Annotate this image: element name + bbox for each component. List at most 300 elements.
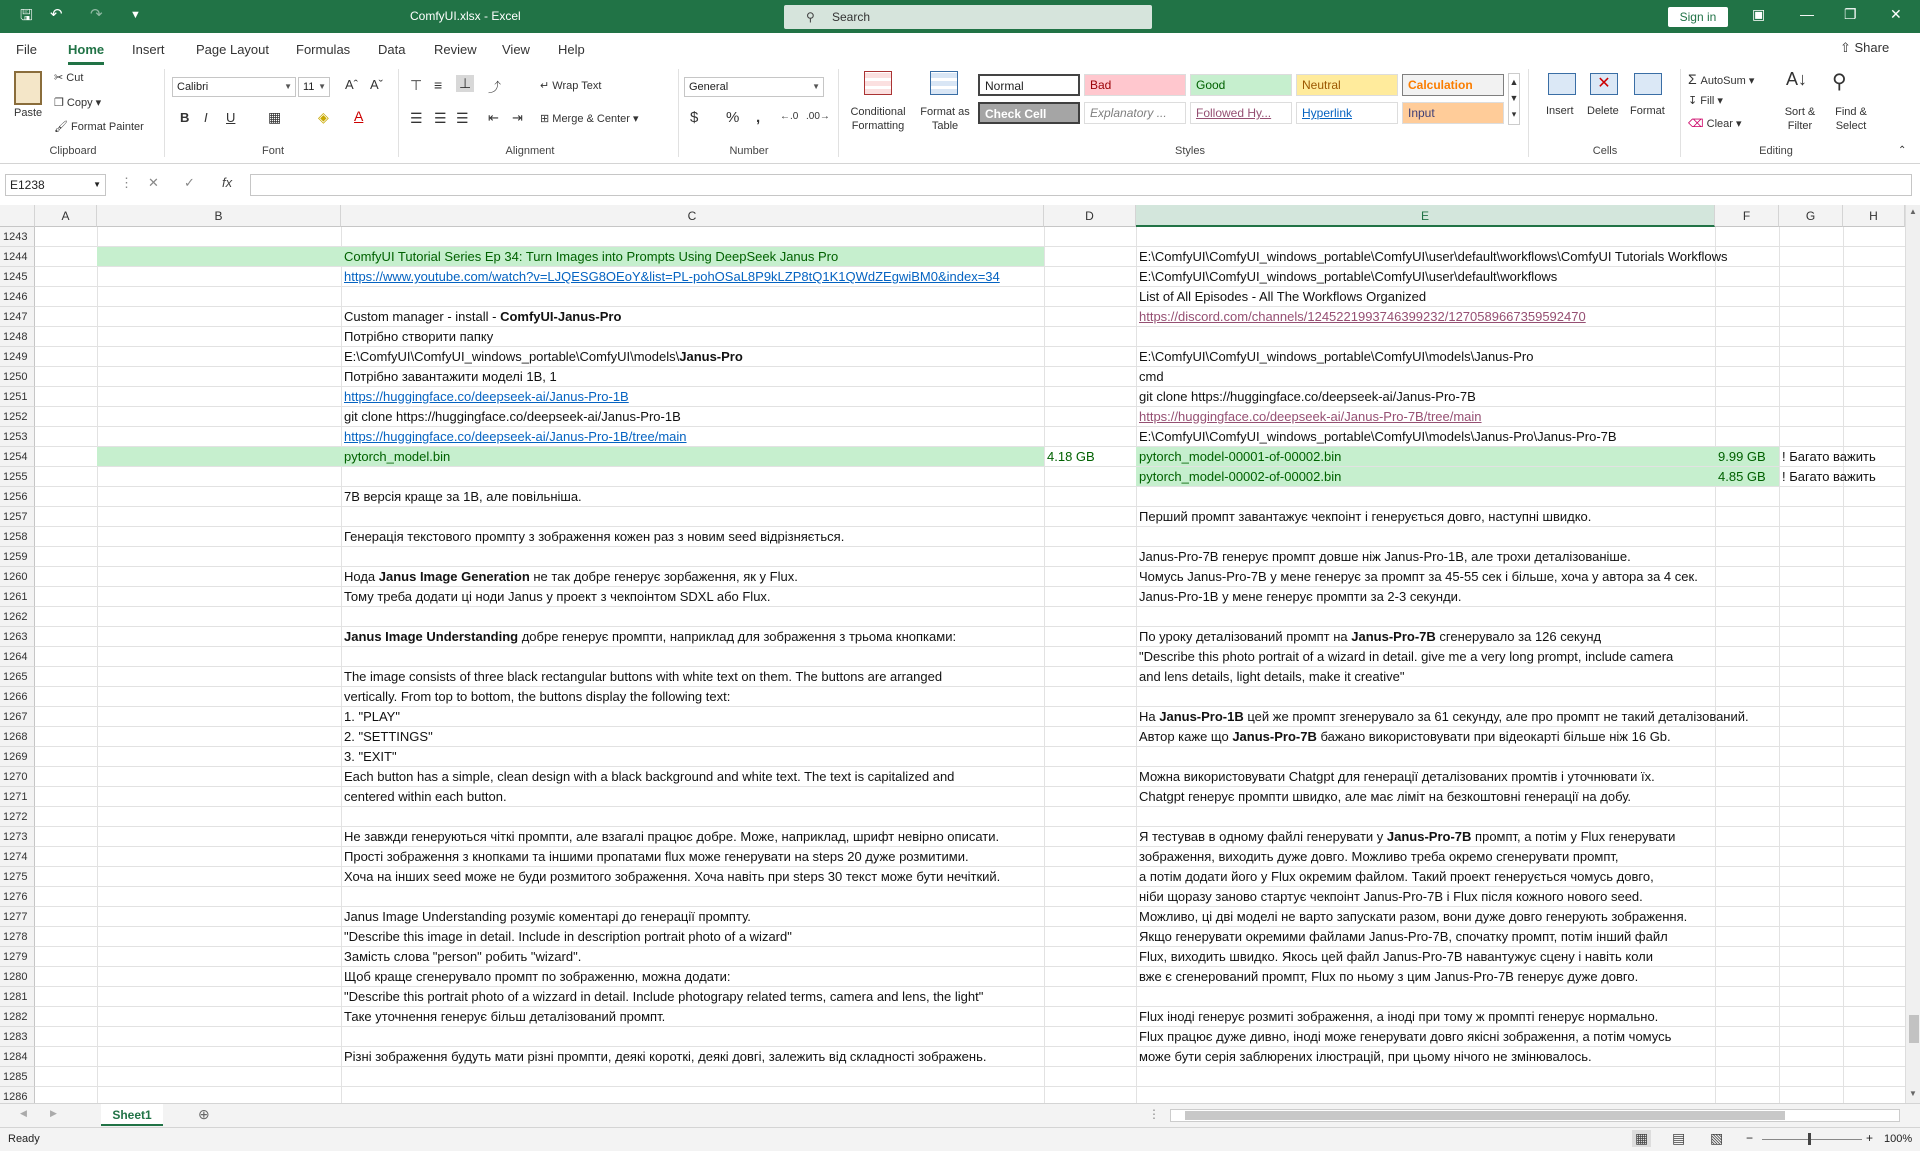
cell-c1260[interactable] <box>341 567 798 587</box>
row-header[interactable]: 1266 <box>0 687 35 707</box>
cell-c1263[interactable] <box>341 627 956 647</box>
group-separator <box>678 69 679 157</box>
format-painter-icon: 🖌 <box>54 121 72 133</box>
row-header[interactable]: 1276 <box>0 887 35 907</box>
row-header[interactable]: 1273 <box>0 827 35 847</box>
cell-e1276[interactable]: ніби щоразу заново стартує чекпоінт Janus-Pro-7B і Flux після кожного нового seed. <box>1139 889 1643 904</box>
row-header[interactable]: 1270 <box>0 767 35 787</box>
align-right-icon[interactable]: ☰ <box>456 110 469 126</box>
font-group-label: Font <box>261 145 284 157</box>
cell-c1265[interactable]: The image consists of three black rectangular buttons with white text on them. The buttons are arranged <box>344 669 943 684</box>
gridline <box>97 227 98 1103</box>
style-neutral[interactable]: Neutral <box>1296 74 1398 96</box>
cell-text-post: добре генерує промпти, наприклад для зображення з трьома кнопками: <box>518 629 957 644</box>
cut-label: Cut <box>66 72 84 84</box>
column-header-d[interactable]: D <box>1044 205 1136 227</box>
gridline <box>35 686 1905 687</box>
cell-e1283[interactable]: Flux працює дуже дивно, іноді може генерувати довго якісні зображення, а потім чомусь <box>1139 1029 1672 1044</box>
row-header[interactable]: 1260 <box>0 567 35 587</box>
tab-review[interactable]: Review <box>434 42 477 57</box>
row-header[interactable]: 1264 <box>0 647 35 667</box>
align-top-icon[interactable]: ⊤ <box>410 77 423 93</box>
row-header[interactable]: 1267 <box>0 707 35 727</box>
row-header[interactable]: 1250 <box>0 367 35 387</box>
row-header[interactable]: 1248 <box>0 327 35 347</box>
align-middle-icon[interactable]: ≡ <box>434 77 443 93</box>
undo-icon[interactable]: ↶ <box>50 6 63 23</box>
clear-label: Clear <box>1706 118 1733 130</box>
cell-c1258[interactable]: Генерація текстового промпту з зображення кожен раз з новим seed відрізняється. <box>344 529 845 544</box>
merge-center-label: Merge & Center <box>552 113 630 125</box>
row-header[interactable]: 1277 <box>0 907 35 927</box>
select-all-corner[interactable] <box>0 205 35 227</box>
gridline <box>1843 227 1844 1103</box>
save-icon[interactable]: 🖫 <box>20 7 33 24</box>
cell-c1250[interactable]: Потрібно завантажити моделі 1B, 1 <box>344 369 557 384</box>
orientation-icon[interactable]: ⤴ <box>488 80 502 95</box>
group-separator <box>164 69 165 157</box>
cell-c1275[interactable]: Хоча на інших seed може не буди розмитого зображення. Хоча навіть при steps 30 текст може бути нечіткий. <box>344 869 1001 884</box>
cell-c1252[interactable]: git clone https://huggingface.co/deepseek-ai/Janus-Pro-1B <box>344 409 681 424</box>
cell-c1270[interactable]: Each button has a simple, clean design with a black background and white text. The text is capitalized and <box>344 769 955 784</box>
cell-c1269[interactable]: 3. "EXIT" <box>344 749 397 764</box>
more-options-icon: ⋮ <box>1148 1107 1160 1121</box>
gridline <box>35 386 1905 387</box>
row-header[interactable]: 1252 <box>0 407 35 427</box>
row-header[interactable]: 1253 <box>0 427 35 447</box>
vertical-scroll-thumb[interactable] <box>1909 1015 1919 1043</box>
title-bar <box>0 0 1920 33</box>
style-explanatory[interactable]: Explanatory ... <box>1084 102 1186 124</box>
paste-icon[interactable] <box>14 71 42 105</box>
row-header[interactable]: 1272 <box>0 807 35 827</box>
sheet-tab-sheet1[interactable]: Sheet1 <box>101 1104 163 1126</box>
fill-label: Fill <box>1700 95 1715 107</box>
sign-in-button[interactable]: Sign in <box>1668 7 1728 27</box>
cell-e1250[interactable]: cmd <box>1139 369 1164 384</box>
bold-icon[interactable]: B <box>180 110 190 125</box>
cell-c1248[interactable]: Потрібно створити папку <box>344 329 494 344</box>
align-bottom-icon[interactable]: ⊥ <box>456 75 474 92</box>
row-header[interactable]: 1247 <box>0 307 35 327</box>
cell-e1244[interactable]: E:\ComfyUI\ComfyUI_windows_portable\ComfyUI\user\default\workflows\ComfyUI Tutorials Workflows <box>1139 249 1728 264</box>
cell-f1254[interactable]: 9.99 GB <box>1718 449 1766 464</box>
cell-e1263[interactable] <box>1136 627 1601 647</box>
zoom-slider-thumb[interactable] <box>1808 1133 1811 1145</box>
tab-formulas[interactable]: Formulas <box>296 42 351 57</box>
group-separator <box>398 69 399 157</box>
cell-c1256[interactable]: 7B версія краще за 1B, але повільніша. <box>344 489 582 504</box>
row-header[interactable]: 1246 <box>0 287 35 307</box>
cell-e1257[interactable]: Перший промпт завантажує чекпоінт і генерується довго, наступні швидко. <box>1139 509 1592 524</box>
cell-e1280[interactable]: вже є сгенерований промпт, Flux по ньому з цим Janus-Pro-7B генерує дуже довго. <box>1139 969 1639 984</box>
find-select-icon[interactable]: ⚲ <box>1832 71 1847 93</box>
column-header-b[interactable]: B <box>97 205 341 227</box>
number-format-value: General <box>689 81 729 93</box>
cancel-icon[interactable]: ✕ <box>148 175 159 190</box>
row-header[interactable]: 1279 <box>0 947 35 967</box>
cell-e1247[interactable]: https://discord.com/channels/1245221993746399232/1270589667359592470 <box>1139 309 1586 324</box>
group-separator <box>1680 69 1681 157</box>
cell-e1278[interactable]: Якщо генерувати окремими файлами Janus-Pro-7B, спочатку промпт, потім інший файл <box>1139 929 1668 944</box>
cell-g1254[interactable]: ! Багато важить <box>1782 449 1876 464</box>
style-bad[interactable]: Bad <box>1084 74 1186 96</box>
conditional-formatting-button[interactable]: Conditional Formatting <box>850 106 906 132</box>
row-header[interactable]: 1286 <box>0 1087 35 1103</box>
cell-c1282[interactable]: Таке уточнення генерує більш деталізований промпт. <box>344 1009 666 1024</box>
cell-c1245[interactable]: https://www.youtube.com/watch?v=LJQESG8OEoY&list=PL-pohOSaL8P9kLZP8tQ1K1QWdZEgwiBM0&index=34 <box>344 269 1000 284</box>
copy-button[interactable]: ❐ Copy ▾ <box>54 97 102 109</box>
row-header[interactable]: 1268 <box>0 727 35 747</box>
cell-e1273[interactable] <box>1136 827 1675 847</box>
cell-c1281[interactable]: "Describe this portrait photo of a wizzard in detail. Include photograpy related terms, camera and lens, the light" <box>344 989 984 1004</box>
tab-insert[interactable]: Insert <box>132 42 165 57</box>
cell-f1255[interactable]: 4.85 GB <box>1718 469 1766 484</box>
paste-button[interactable]: Paste <box>14 107 43 119</box>
merge-center-icon: ⊞ <box>540 113 553 125</box>
page-break-view-icon[interactable]: ▧ <box>1710 1130 1724 1146</box>
cell-e1267[interactable] <box>1136 707 1749 727</box>
autosum-button[interactable]: Σ AutoSum ▾ <box>1688 71 1755 87</box>
cell-text-pre: По уроку деталізований промпт на <box>1139 629 1352 644</box>
wrap-text-label: Wrap Text <box>552 80 602 92</box>
delete-cells-button[interactable]: Delete <box>1587 105 1619 117</box>
percent-icon[interactable]: % <box>726 109 740 126</box>
gridline <box>35 366 1905 367</box>
borders-icon[interactable]: ▦ <box>268 109 282 125</box>
scroll-up-icon[interactable]: ▲ <box>1909 207 1917 216</box>
insert-function-icon[interactable]: fx <box>222 175 233 190</box>
decrease-decimal-icon[interactable]: .00→ <box>806 111 830 122</box>
italic-icon[interactable]: I <box>204 110 208 125</box>
zoom-level: 100% <box>1884 1133 1913 1145</box>
cell-e1274[interactable]: зображення, виходить дуже довго. Можливо треба окремо сгенерувати промпт, <box>1139 849 1619 864</box>
column-header-e[interactable]: E <box>1136 205 1715 227</box>
cell-text-pre: На <box>1139 709 1160 724</box>
row-header[interactable]: 1280 <box>0 967 35 987</box>
gridline <box>35 526 1905 527</box>
cell-text-pre: E:\ComfyUI\ComfyUI_windows_portable\ComfyUI\models\ <box>344 349 680 364</box>
number-group-label: Number <box>729 145 769 157</box>
align-center-icon[interactable]: ☰ <box>434 110 447 126</box>
chevron-down-icon: ▼ <box>318 82 326 91</box>
cell-text-pre: Я тестував в одному файлі генерувати у <box>1139 829 1387 844</box>
row-header[interactable]: 1259 <box>0 547 35 567</box>
name-box[interactable] <box>5 174 106 196</box>
redo-icon[interactable]: ↷ <box>90 6 103 23</box>
row-header[interactable]: 1265 <box>0 667 35 687</box>
cell-e1284[interactable]: може бути серія заблюрених ілюстрацій, при цьому нічого не змінювалось. <box>1139 1049 1592 1064</box>
cell-c1280[interactable]: Щоб краще сгенерувало промпт по зображенню, можна додати: <box>344 969 731 984</box>
search-icon: ⚲ <box>806 10 815 24</box>
font-size-value: 11 <box>303 81 315 93</box>
sort-filter-icon[interactable]: A↓ <box>1786 69 1808 89</box>
tab-file[interactable]: File <box>16 42 37 57</box>
cell-text-pre: Автор каже що <box>1139 729 1233 744</box>
sort-filter-button[interactable]: Sort & Filter <box>1784 106 1816 132</box>
column-header-g[interactable]: G <box>1779 205 1843 227</box>
conditional-formatting-icon[interactable] <box>864 71 892 95</box>
cell-c1267[interactable]: 1. "PLAY" <box>344 709 400 724</box>
row-header[interactable]: 1269 <box>0 747 35 767</box>
row-header[interactable]: 1281 <box>0 987 35 1007</box>
underline-icon[interactable]: U <box>226 110 236 125</box>
number-format-dropdown[interactable] <box>684 77 824 97</box>
cell-e1254[interactable]: pytorch_model-00001-of-00002.bin <box>1139 449 1342 464</box>
row-header[interactable]: 1256 <box>0 487 35 507</box>
row-header[interactable]: 1262 <box>0 607 35 627</box>
decrease-font-icon[interactable]: Aˇ <box>370 77 383 92</box>
cell-e1255[interactable]: pytorch_model-00002-of-00002.bin <box>1139 469 1342 484</box>
copy-label: Copy <box>66 97 93 109</box>
row-header[interactable]: 1283 <box>0 1027 35 1047</box>
cell-g1255[interactable]: ! Багато важить <box>1782 469 1876 484</box>
styles-gallery-scroll[interactable]: ▲ ▼ ▾ <box>1508 73 1520 125</box>
zoom-out-icon[interactable]: − <box>1746 1131 1754 1145</box>
horizontal-scrollbar[interactable] <box>1170 1109 1900 1122</box>
style-calculation[interactable]: Calculation <box>1402 74 1504 96</box>
cell-e1261[interactable]: Janus-Pro-1B у мене генерує промпти за 2-3 секунди. <box>1139 589 1462 604</box>
cell-text-post: промпт, а потім у Flux генерувати <box>1471 829 1676 844</box>
delete-cells-icon[interactable]: ✕ <box>1590 73 1618 95</box>
cell-c1277[interactable]: Janus Image Understanding розуміє коментарі до генерації промпту. <box>344 909 751 924</box>
normal-view-icon[interactable]: ▦ <box>1632 1130 1651 1147</box>
wrap-text-button[interactable] <box>540 79 601 92</box>
column-header-f[interactable]: F <box>1715 205 1779 227</box>
increase-indent-icon[interactable]: ⇥ <box>512 110 523 125</box>
cell-text-post: цей же промпт згенерувало за 61 секунду, але про промпт не такий деталізований. <box>1243 709 1749 724</box>
minimize-icon[interactable]: — <box>1800 6 1814 22</box>
more-options-icon: ⋮ <box>120 175 133 190</box>
sheet-tab-bar <box>0 1103 1920 1127</box>
format-cells-icon[interactable] <box>1634 73 1662 95</box>
cell-e1245[interactable]: E:\ComfyUI\ComfyUI_windows_portable\ComfyUI\user\default\workflows <box>1139 269 1558 284</box>
zoom-slider[interactable] <box>1762 1139 1862 1140</box>
spreadsheet-grid[interactable] <box>0 205 1905 1103</box>
row-header[interactable]: 1263 <box>0 627 35 647</box>
collapse-ribbon-icon[interactable]: ⌃ <box>1898 145 1907 156</box>
restore-icon[interactable]: ❐ <box>1844 6 1857 22</box>
cell-text-post: не так добре генерує зорбаження, як у Flux. <box>529 569 798 584</box>
cell-e1277[interactable]: Можливо, ці дві моделі не варто запускати разом, вони дуже довго генерують зображення. <box>1139 909 1688 924</box>
cell-e1271[interactable]: Chatgpt генерує промпти швидко, але має ліміт на безкоштовні генерації на добу. <box>1139 789 1632 804</box>
font-color-icon[interactable]: A <box>354 108 364 124</box>
search-box[interactable] <box>784 5 1152 29</box>
merge-center-button[interactable]: ⊞ Merge & Center ▾ <box>540 113 639 125</box>
column-header-c[interactable]: C <box>341 205 1044 227</box>
font-name-dropdown[interactable] <box>172 77 296 97</box>
cell-e1246[interactable]: List of All Episodes - All The Workflows Organized <box>1139 289 1427 304</box>
column-header-h[interactable]: H <box>1843 205 1905 227</box>
cell-e1268[interactable] <box>1136 727 1671 747</box>
align-left-icon[interactable]: ☰ <box>410 110 423 126</box>
cell-text-bold: Janus Image Understanding <box>344 629 519 644</box>
style-hyperlink[interactable]: Hyperlink <box>1296 102 1398 124</box>
alignment-group-label: Alignment <box>505 145 555 157</box>
increase-decimal-icon[interactable]: ←.0 <box>780 111 799 122</box>
cell-e1259[interactable]: Janus-Pro-7B генерує промпт довше ніж Janus-Pro-1B, але трохи деталізованіше. <box>1139 549 1631 564</box>
row-header[interactable]: 1275 <box>0 867 35 887</box>
row-header[interactable]: 1285 <box>0 1067 35 1087</box>
comma-style-icon[interactable]: , <box>756 109 761 126</box>
cell-e1260[interactable]: Чомусь Janus-Pro-7B у мене генерує за промпт за 45-55 сек і більше, хоча у автора за 4 сек. <box>1139 569 1698 584</box>
vertical-scrollbar[interactable] <box>1905 205 1920 1103</box>
row-header[interactable]: 1257 <box>0 507 35 527</box>
share-button[interactable] <box>1840 40 1889 56</box>
gridline <box>1715 227 1716 1103</box>
chevron-down-icon: ▼ <box>812 82 820 91</box>
cell-c1249[interactable] <box>341 347 743 367</box>
row-header[interactable]: 1261 <box>0 587 35 607</box>
style-normal[interactable]: Normal <box>978 74 1080 96</box>
horizontal-scroll-thumb[interactable] <box>1185 1111 1785 1120</box>
cell-e1253[interactable]: E:\ComfyUI\ComfyUI_windows_portable\ComfyUI\models\Janus-Pro\Janus-Pro-7B <box>1139 429 1617 444</box>
insert-cells-icon[interactable] <box>1548 73 1576 95</box>
cut-button[interactable] <box>54 71 83 84</box>
page-layout-view-icon[interactable]: ▤ <box>1672 1130 1686 1146</box>
row-header[interactable]: 1255 <box>0 467 35 487</box>
cell-c1274[interactable]: Прості зображення з кнопками та іншими пропатами flux може генерувати на steps 20 дуже розмитими. <box>344 849 969 864</box>
row-header[interactable]: 1245 <box>0 267 35 287</box>
row-header[interactable]: 1243 <box>0 227 35 247</box>
decrease-indent-icon[interactable]: ⇤ <box>488 110 499 125</box>
cell-d1254[interactable]: 4.18 GB <box>1047 449 1095 464</box>
cell-c1261[interactable]: Тому треба додати ці ноди Janus у проект з чекпоінтом SDXL або Flux. <box>344 589 771 604</box>
increase-font-icon[interactable]: Aˆ <box>345 77 358 92</box>
cell-c1268[interactable]: 2. "SETTINGS" <box>344 729 433 744</box>
cell-c1279[interactable]: Замість слова "person" робить "wizard". <box>344 949 582 964</box>
cell-c1284[interactable]: Різні зображення будуть мати різні промпти, деякі короткі, деякі довгі, залежить від складності зображень. <box>344 1049 987 1064</box>
gridline <box>1779 227 1780 1103</box>
gridline <box>35 306 1905 307</box>
close-icon[interactable]: ✕ <box>1890 6 1902 22</box>
cell-text-bold: Janus-Pro-7B <box>1386 829 1472 844</box>
editing-group-label: Editing <box>1759 145 1793 157</box>
ribbon-display-icon[interactable]: ▣ <box>1752 6 1766 22</box>
row-header[interactable]: 1251 <box>0 387 35 407</box>
cell-text-bold: Janus Image Generation <box>378 569 530 584</box>
zoom-in-icon[interactable]: + <box>1866 1131 1874 1145</box>
cell-e1252[interactable]: https://huggingface.co/deepseek-ai/Janus-Pro-7B/tree/main <box>1139 409 1482 424</box>
find-select-button[interactable]: Find & Select <box>1835 106 1867 132</box>
format-painter-label: Format Painter <box>71 121 144 133</box>
font-size-dropdown[interactable] <box>298 77 330 97</box>
fill-icon: ↧ <box>1688 95 1701 107</box>
tab-view[interactable]: View <box>502 42 530 57</box>
row-header[interactable]: 1271 <box>0 787 35 807</box>
status-ready: Ready <box>8 1133 40 1145</box>
cell-e1251[interactable]: git clone https://huggingface.co/deepseek-ai/Janus-Pro-7B <box>1139 389 1476 404</box>
row-header[interactable]: 1254 <box>0 447 35 467</box>
customize-toolbar-icon[interactable]: ▼ <box>130 9 141 21</box>
add-sheet-icon[interactable]: ⊕ <box>198 1106 210 1122</box>
good-style-fill <box>97 447 1044 466</box>
style-followed-hyperlink[interactable]: Followed Hy... <box>1190 102 1292 124</box>
row-header[interactable]: 1258 <box>0 527 35 547</box>
column-header-a[interactable]: A <box>35 205 97 227</box>
cell-text-pre: Нода <box>344 569 379 584</box>
cut-icon: ✂ <box>54 72 67 84</box>
cell-e1264[interactable]: "Describe this photo portrait of a wizard in detail. give me a very long prompt, include camera <box>1139 649 1674 664</box>
format-cells-button[interactable]: Format <box>1630 105 1665 117</box>
tab-home[interactable]: Home <box>68 42 105 57</box>
format-as-table-button[interactable]: Format as Table <box>920 106 970 132</box>
cells-group-label: Cells <box>1592 145 1618 157</box>
copy-icon: ❐ <box>54 97 67 109</box>
format-as-table-icon[interactable] <box>930 71 958 95</box>
row-header[interactable]: 1274 <box>0 847 35 867</box>
row-header[interactable]: 1249 <box>0 347 35 367</box>
cell-e1249[interactable]: E:\ComfyUI\ComfyUI_windows_portable\ComfyUI\models\Janus-Pro <box>1139 349 1534 364</box>
row-header[interactable]: 1284 <box>0 1047 35 1067</box>
share-icon: ⇧ <box>1840 40 1855 55</box>
cell-text-bold: Janus-Pro-7B <box>1351 629 1436 644</box>
scroll-down-icon[interactable]: ▼ <box>1909 1089 1917 1098</box>
gridline <box>35 606 1905 607</box>
cell-c1266[interactable]: vertically. From top to bottom, the buttons display the following text: <box>344 689 731 704</box>
gridline <box>35 326 1905 327</box>
cell-c1251[interactable]: https://huggingface.co/deepseek-ai/Janus-Pro-1B <box>344 389 629 404</box>
autosum-icon: Σ <box>1688 71 1701 87</box>
cell-c1254[interactable]: pytorch_model.bin <box>344 449 451 464</box>
cell-text-bold: Janus-Pro <box>679 349 743 364</box>
cell-e1265[interactable]: and lens details, light details, make it creative" <box>1139 669 1405 684</box>
cell-e1279[interactable]: Flux, виходить швидко. Якось цей файл Janus-Pro-7B навантужує сцену і навіть коли <box>1139 949 1654 964</box>
cell-text-post: сгенерувало за 126 секунд <box>1435 629 1602 644</box>
font-name-value: Calibri <box>177 81 209 93</box>
format-painter-button[interactable] <box>54 120 144 133</box>
cell-e1270[interactable]: Можна використовувати Chatgpt для генерації деталізованих промтів і уточнювати їх. <box>1139 769 1655 784</box>
tab-page-layout[interactable]: Page Layout <box>196 42 270 57</box>
cell-c1278[interactable]: "Describe this image in detail. Include in description portrait photo of a wizard" <box>344 929 792 944</box>
style-good[interactable]: Good <box>1190 74 1292 96</box>
gridline <box>35 1086 1905 1087</box>
enter-icon[interactable]: ✓ <box>184 175 195 190</box>
cell-c1273[interactable]: Не завжди генеруються чіткі промпти, але взагалі працює добре. Може, наприклад, шрифт невірно описати. <box>344 829 1000 844</box>
chevron-down-icon: ▼ <box>93 180 101 189</box>
cell-text-post: бажано використовувати при відеокарті більше ніж 16 Gb. <box>1316 729 1671 744</box>
prev-sheet-icon[interactable]: ◀ <box>20 1108 27 1118</box>
row-header[interactable]: 1278 <box>0 927 35 947</box>
cell-e1282[interactable]: Flux іноді генерує розмиті зображення, а іноді при тому ж промпті генерує нормально. <box>1139 1009 1659 1024</box>
style-input[interactable]: Input <box>1402 102 1504 124</box>
formula-input[interactable] <box>250 174 1912 196</box>
gridline <box>35 426 1905 427</box>
name-box-value: E1238 <box>10 178 45 192</box>
cell-text-bold: ComfyUI-Janus-Pro <box>500 309 622 324</box>
row-header[interactable]: 1244 <box>0 247 35 267</box>
cell-c1253[interactable]: https://huggingface.co/deepseek-ai/Janus-Pro-1B/tree/main <box>344 429 687 444</box>
row-header[interactable]: 1282 <box>0 1007 35 1027</box>
style-check-cell[interactable]: Check Cell <box>978 102 1080 124</box>
cell-c1247[interactable] <box>341 307 621 327</box>
cell-c1271[interactable]: centered within each button. <box>344 789 507 804</box>
insert-cells-button[interactable]: Insert <box>1546 105 1574 117</box>
cell-c1244[interactable]: ComfyUI Tutorial Series Ep 34: Turn Images into Prompts Using DeepSeek Janus Pro <box>344 249 839 264</box>
clear-button[interactable]: ⌫ Clear ▾ <box>1688 118 1742 130</box>
fill-color-icon[interactable]: ◈ <box>318 109 329 125</box>
fill-button[interactable]: ↧ Fill ▾ <box>1688 95 1723 107</box>
window-title: ComfyUI.xlsx - Excel <box>410 9 521 23</box>
tab-data[interactable]: Data <box>378 42 406 57</box>
cell-e1275[interactable]: а потім додати його у Flux окремим файлом. Такий проект генерується чомусь довго, <box>1139 869 1654 884</box>
chevron-down-icon: ▼ <box>284 82 292 91</box>
gridline <box>35 406 1905 407</box>
autosum-label: AutoSum <box>1700 75 1746 87</box>
next-sheet-icon[interactable]: ▶ <box>50 1108 57 1118</box>
tab-help[interactable]: Help <box>558 42 585 57</box>
currency-icon[interactable]: $ <box>690 109 699 126</box>
